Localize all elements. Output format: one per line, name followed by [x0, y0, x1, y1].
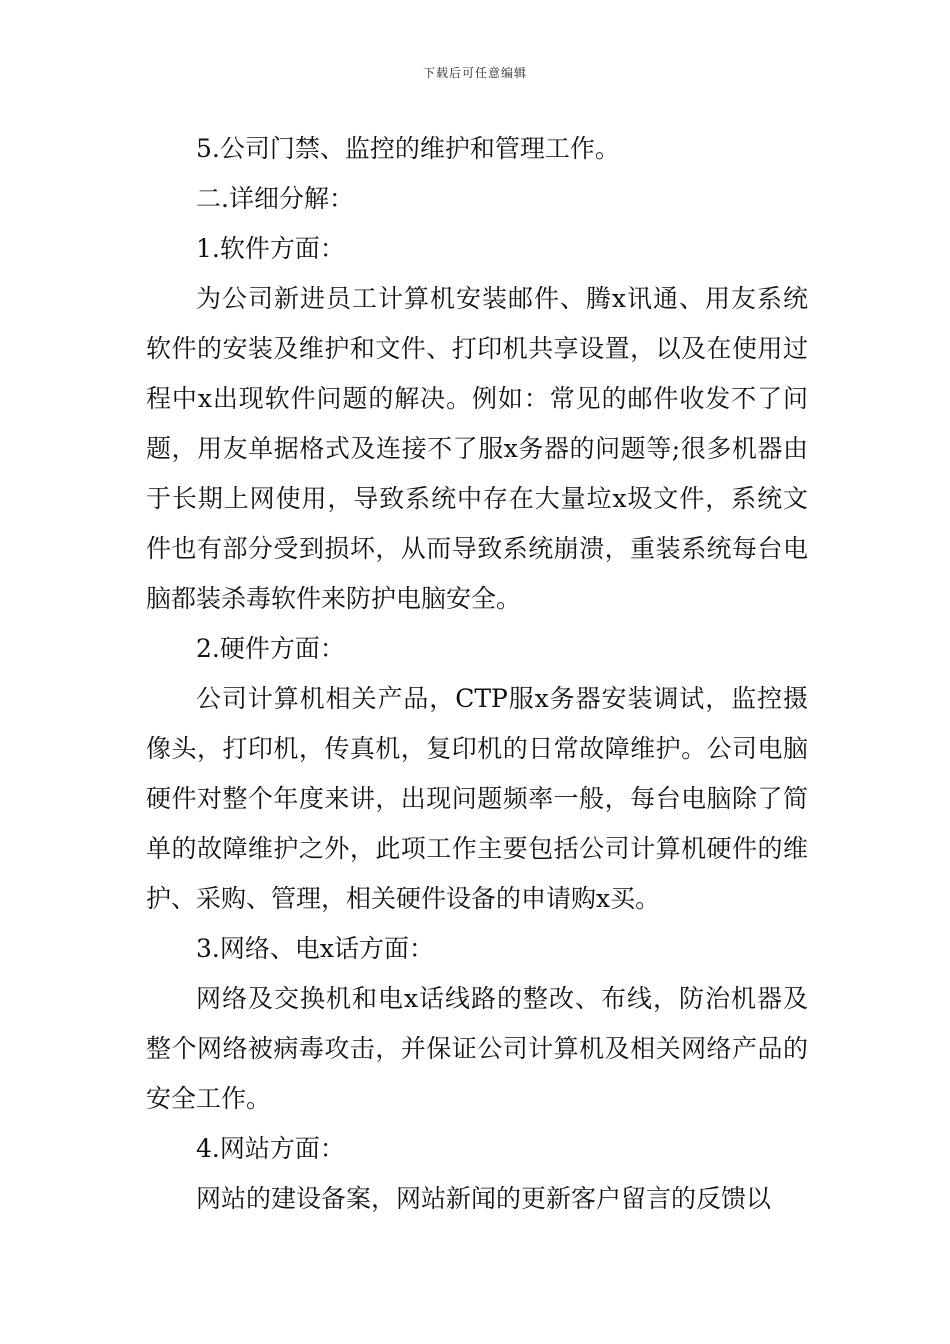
subheading-hardware: 2.硬件方面： — [196, 634, 345, 663]
subheading-website: 4.网站方面： — [196, 1134, 345, 1163]
section-heading-details: 二.详细分解： — [196, 184, 354, 213]
document-body — [146, 124, 808, 1224]
paragraph-hardware: 公司计算机相关产品，CTP服x务器安装调试，监控摄像头，打印机，传真机，复印机的日常故障维护。公司电脑硬件对整个年度来讲，出现问题频率一般，每台电脑除了简单的故障维护之外，此项工作主要包括公司计算机硬件的维护、采购、管理，相关硬件设备的申请购x买。 — [146, 684, 808, 913]
paragraph-network-phone: 网络及交换机和电x话线路的整改、布线，防治机器及整个网络被病毒攻击，并保证公司计算机及相关网络产品的安全工作。 — [146, 984, 808, 1113]
subheading-software: 1.软件方面： — [196, 234, 345, 263]
page-header: 下载后可任意编辑 — [422, 66, 527, 80]
paragraph-software: 为公司新进员工计算机安装邮件、腾x讯通、用友系统软件的安装及维护和文件、打印机共享设置，以及在使用过程中x出现软件问题的解决。例如：常见的邮件收发不了问题，用友单据格式及连接不了服x务器的问题等;很多机器由于长期上网使用，导致系统中存在大量垃x圾文件，系统文件也有部分受到损坏，从而导致系统崩溃，重装系统每台电脑都装杀毒软件来防护电脑安全。 — [146, 284, 808, 613]
list-item-access-control: 5.公司门禁、监控的维护和管理工作。 — [196, 134, 620, 163]
subheading-network-phone: 3.网络、电x话方面： — [196, 934, 434, 963]
paragraph-website: 网站的建设备案，网站新闻的更新客户留言的反馈以 — [196, 1184, 772, 1213]
